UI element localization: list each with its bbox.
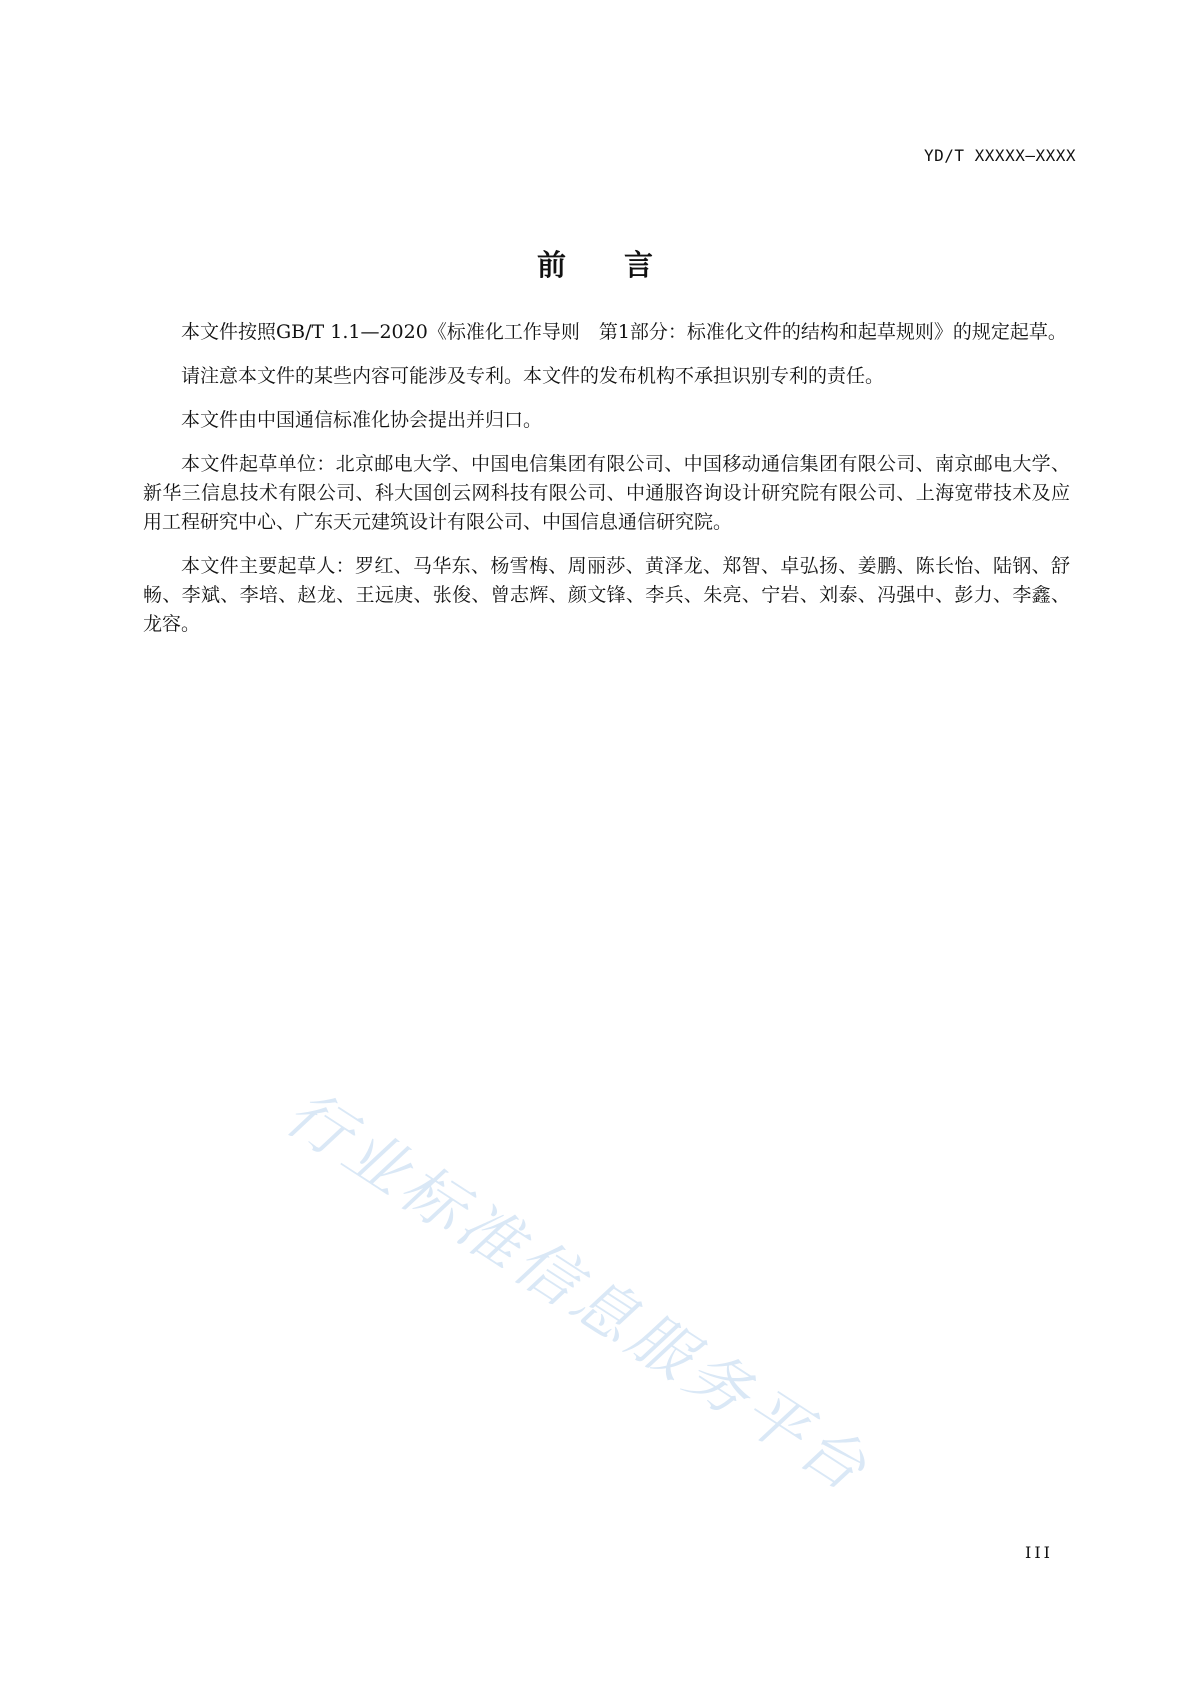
paragraph-drafters: 本文件主要起草人：罗红、马华东、杨雪梅、周丽莎、黄泽龙、郑智、卓弘扬、姜鹏、陈长怡、陆钢、舒畅、李斌、李培、赵龙、王远庚、张俊、曾志辉、颜文锋、李兵、朱亮、宁岩、刘泰、冯强中、彭力、李鑫、龙容。 xyxy=(143,555,1070,635)
preface-body xyxy=(143,318,1070,654)
paragraph-drafting-rules: 本文件按照GB/T 1.1—2020《标准化工作导则 第1部分：标准化文件的结构和起草规则》的规定起草。 xyxy=(181,321,1067,343)
page-number: III xyxy=(1025,1543,1053,1562)
paragraph-drafting-units: 本文件起草单位：北京邮电大学、中国电信集团有限公司、中国移动通信集团有限公司、南京邮电大学、新华三信息技术有限公司、科大国创云网科技有限公司、中通服咨询设计研究院有限公司、上海宽带技术及应用工程研究中心、广东天元建筑设计有限公司、中国信息通信研究院。 xyxy=(143,453,1070,533)
page-title: 前言 xyxy=(536,248,711,282)
watermark: 行业标准信息服务平台 xyxy=(273,1075,884,1508)
paragraph-proposer: 本文件由中国通信标准化协会提出并归口。 xyxy=(181,409,543,431)
paragraph-patent-notice: 请注意本文件的某些内容可能涉及专利。本文件的发布机构不承担识别专利的责任。 xyxy=(181,365,885,387)
document-code: YD/T XXXXX—XXXX xyxy=(924,146,1076,165)
